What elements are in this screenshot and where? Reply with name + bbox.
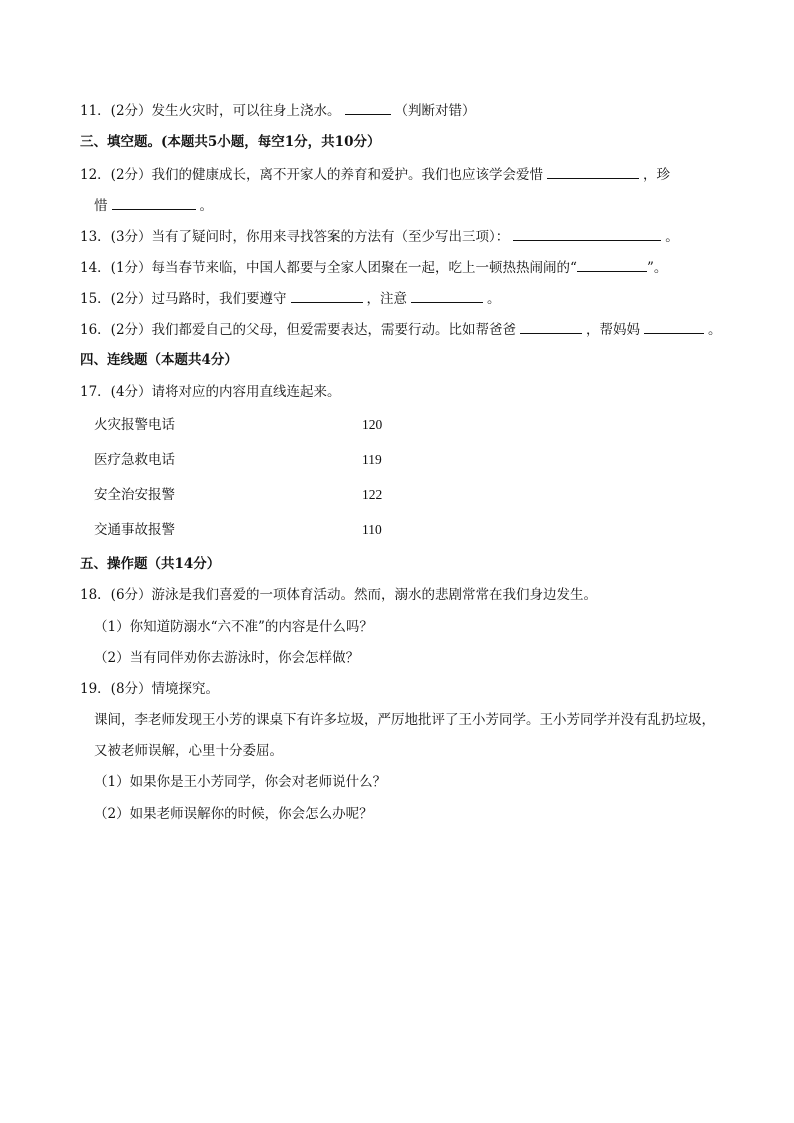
question-15-text: 15．(2分）过马路时，我们要遵守	[80, 291, 287, 307]
question-12-mid: ，珍	[643, 167, 671, 183]
question-15-end: 。	[487, 291, 501, 307]
question-12-line2	[94, 196, 213, 215]
question-12	[80, 165, 670, 184]
answer-blank-13[interactable]	[513, 227, 661, 241]
question-14-end: ”。	[646, 260, 668, 276]
question-12-end: 。	[199, 198, 213, 214]
question-13-end: 。	[665, 229, 679, 245]
question-16-mid: ，帮妈妈	[586, 322, 641, 338]
section-4-title: 四、连线题（本题共4分）	[80, 352, 238, 368]
question-13	[80, 227, 679, 246]
question-18-text: 18．(6分）游泳是我们喜爱的一项体育活动。然而，溺水的悲剧常常在我们身边发生。	[80, 587, 598, 603]
match-left-item[interactable]: 交通事故报警	[94, 522, 175, 538]
match-right-item[interactable]: 110	[362, 522, 382, 537]
question-15	[80, 289, 501, 308]
answer-blank-15a[interactable]	[291, 289, 363, 303]
question-16-text: 16．(2分）我们都爱自己的父母，但爱需要表达，需要行动。比如帮爸爸	[80, 322, 517, 338]
answer-blank-12a[interactable]	[547, 165, 639, 179]
section-3-title: 三、填空题。(本题共5小题，每空1分，共10分）	[80, 134, 381, 150]
question-14	[80, 258, 667, 277]
question-11-suffix: （判断对错）	[394, 103, 476, 119]
answer-blank-15b[interactable]	[411, 289, 483, 303]
question-12-line2-text: 惜	[94, 198, 108, 214]
question-16	[80, 320, 722, 339]
question-19-sub2: （2）如果老师误解你的时候，你会怎么办呢？	[94, 806, 373, 822]
question-18-sub1: （1）你知道防溺水“六不准”的内容是什么吗？	[94, 619, 373, 635]
answer-blank-14[interactable]	[577, 258, 647, 272]
section-5-title: 五、操作题（共14分）	[80, 556, 221, 572]
match-right-item[interactable]: 122	[362, 487, 383, 502]
question-19-para2: 又被老师误解，心里十分委屈。	[94, 743, 283, 759]
question-18-sub2: （2）当有同伴劝你去游泳时，你会怎样做？	[94, 650, 360, 666]
answer-blank-11[interactable]	[345, 101, 391, 115]
question-14-text: 14．(1分）每当春节来临，中国人都要与全家人团聚在一起，吃上一顿热热闹闹的“	[80, 260, 577, 276]
question-15-mid: ，注意	[366, 291, 408, 307]
question-12-text: 12．(2分）我们的健康成长，离不开家人的养育和爱护。我们也应该学会爱惜	[80, 167, 544, 183]
question-13-text: 13．(3分）当有了疑问时，你用来寻找答案的方法有（至少写出三项）：	[80, 229, 510, 245]
match-left-item[interactable]: 火灾报警电话	[94, 417, 175, 433]
match-left-item[interactable]: 安全治安报警	[94, 487, 175, 503]
answer-blank-12b[interactable]	[112, 196, 196, 210]
question-16-end: 。	[708, 322, 722, 338]
question-11-text: 11．(2分）发生火灾时，可以往身上浇水。	[80, 103, 341, 119]
match-left-item[interactable]: 医疗急救电话	[94, 452, 175, 468]
question-19-sub1: （1）如果你是王小芳同学，你会对老师说什么？	[94, 774, 387, 790]
question-11	[80, 101, 476, 120]
answer-blank-16b[interactable]	[644, 320, 704, 334]
answer-blank-16a[interactable]	[520, 320, 582, 334]
match-right-item[interactable]: 119	[362, 452, 382, 467]
question-17-text: 17．(4分）请将对应的内容用直线连起来。	[80, 384, 341, 400]
question-19-text: 19．(8分）情境探究。	[80, 681, 220, 697]
question-19-para1: 课间，李老师发现王小芳的课桌下有许多垃圾，严厉地批评了王小芳同学。王小芳同学并没有乱扔垃圾，	[94, 712, 715, 728]
match-right-item[interactable]: 120	[362, 417, 383, 432]
